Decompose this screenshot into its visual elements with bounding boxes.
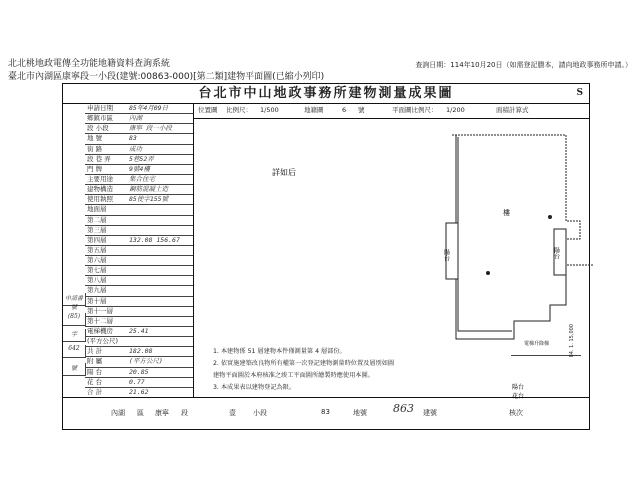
row-value: 5巷52弄 <box>129 154 154 163</box>
position-label: 位置圖 <box>198 106 218 114</box>
vertical-stamp: 84. 1. 15,000 <box>569 324 575 358</box>
row-label: 建物構造 <box>87 185 113 194</box>
footer-district-unit: 區 <box>137 409 144 417</box>
plan-outline <box>446 135 594 339</box>
row-label: 第五層 <box>87 245 107 254</box>
application-side-label: 號 <box>63 363 86 376</box>
row-value: 20.85 <box>129 367 149 376</box>
notes <box>213 346 513 394</box>
application-side-label: 642 <box>63 345 86 358</box>
document-title-suffix: S <box>576 88 583 98</box>
note-item: 建物平面圖於本府核准之竣工平面圖所繪製時應使用本圖。 <box>213 372 374 379</box>
row-value: 集合住宅 <box>129 174 155 183</box>
footer-building-no: 863 <box>393 402 414 415</box>
row-label: 鄉鎮市區 <box>87 114 113 123</box>
row-value: 0.77 <box>129 377 145 386</box>
row-value: 9號4樓 <box>129 164 150 173</box>
row-label: 第十一層 <box>87 306 113 315</box>
plan-scale-label: 平面圖比例尺： <box>392 106 438 114</box>
row-label: 共 計 <box>87 347 103 356</box>
footer-section: 康寧 <box>155 409 169 417</box>
document-footer <box>63 397 589 430</box>
land-no: 6 <box>342 106 347 114</box>
document-title-text: 台北市中山地政事務所建物測量成果圖 <box>198 86 454 101</box>
row-label: 陽 台 <box>87 367 103 376</box>
row-label: 第十層 <box>87 296 107 305</box>
row-value: 成功 <box>129 144 142 153</box>
row-value: 182.08 <box>129 347 153 356</box>
row-label: 街 路 <box>87 144 103 153</box>
row-label: 第八層 <box>87 276 107 285</box>
system-header <box>8 58 324 84</box>
balcony-right-label: 陽台 <box>552 247 560 259</box>
row-value: 132.08 156.67 <box>129 235 180 244</box>
row-value: 83 <box>129 134 137 143</box>
area-calc-label: 面積計算式 <box>496 106 529 114</box>
row-label: 使用執照 <box>87 195 113 204</box>
row-label: 地面層 <box>87 205 107 214</box>
row-label: 第十二層 <box>87 316 113 325</box>
scale-2: 1/200 <box>446 106 465 114</box>
row-label: 第三層 <box>87 225 107 234</box>
row-value: (平方公尺) <box>129 357 163 366</box>
system-name: 北北桃地政電傳全功能地籍資料查詢系統 <box>8 59 171 69</box>
balcony-left-label: 陽台 <box>442 249 450 261</box>
footer-checked-label: 核次 <box>509 409 523 417</box>
footer-subsection: 壹 <box>229 409 236 417</box>
row-value: 21.62 <box>129 387 149 396</box>
row-label: (平方公尺) <box>87 337 119 346</box>
elevator-room-label: 電梯升降梯 <box>524 341 550 347</box>
row-label: 門 牌 <box>87 164 103 173</box>
survey-document <box>62 83 590 430</box>
building-label: 樓 <box>503 209 510 217</box>
application-side-label: 字 <box>63 329 86 342</box>
building-point <box>548 215 552 219</box>
row-label: 第四層 <box>87 235 107 244</box>
row-value: 85使字155號 <box>129 195 169 204</box>
application-side-label: (85) <box>63 313 86 326</box>
row-value: 85年4月09日 <box>129 104 169 112</box>
footer-land-no: 83 <box>321 408 330 416</box>
row-label: 附 屬 <box>87 357 103 366</box>
footer-district: 內湖 <box>111 409 125 417</box>
row-label: 申請日期 <box>87 104 113 112</box>
row-value: 康寧 段一小段 <box>129 124 172 133</box>
document-title <box>63 84 589 104</box>
scale-header <box>194 103 589 119</box>
row-value: 鋼筋混凝土造 <box>129 185 168 194</box>
footer-subsection-unit: 小段 <box>253 409 267 417</box>
application-side-label: 申請書號 <box>63 293 86 306</box>
row-label: 第六層 <box>87 256 107 265</box>
document-reference: 臺北市內湖區康寧段一小段(建號:00863-000)[第二類]建物平面圖(已縮小列印) <box>8 72 325 82</box>
land-no-label: 地籍圖 <box>304 106 324 114</box>
footer-section-unit: 段 <box>181 409 188 417</box>
detail-note: 詳如后 <box>272 168 296 177</box>
row-value: 內湖 <box>129 114 142 123</box>
row-label: 第七層 <box>87 266 107 275</box>
legend-balcony: 陽台 <box>512 384 525 391</box>
note-item: 2. 依實施建築改良物所有權第一次登記建物測量時位置及層別如圖 <box>213 360 395 367</box>
row-label: 地 號 <box>87 134 103 143</box>
row-label: 第二層 <box>87 215 107 224</box>
row-label: 花 台 <box>87 377 103 386</box>
row-label: 合 計 <box>87 387 103 396</box>
query-date: 查詢日期：114年10月20日（如需登記謄本，請向地政事務所申請。） <box>415 61 632 69</box>
row-label: 第九層 <box>87 286 107 295</box>
note-item: 1. 本建物係 51 層建物本件僅測量第 4 層部份。 <box>213 348 346 355</box>
scale-1: 1/500 <box>260 106 279 114</box>
row-label: 電梯機房 <box>87 327 113 336</box>
row-label: 段 巷 弄 <box>87 154 111 163</box>
attribute-table <box>63 103 194 397</box>
land-no-unit: 號 <box>358 106 365 114</box>
row-label: 段 小段 <box>87 124 109 133</box>
scale-label: 比例尺： <box>226 106 252 114</box>
legend-flower: 花台 <box>512 393 525 400</box>
building-point <box>486 271 490 275</box>
row-value: 25.41 <box>129 327 149 336</box>
row-label: 主要用途 <box>87 174 113 183</box>
footer-building-no-label: 建號 <box>423 409 437 417</box>
footer-land-no-label: 地號 <box>353 409 367 417</box>
note-item: 3. 本成果表以建物登記為限。 <box>213 384 296 391</box>
